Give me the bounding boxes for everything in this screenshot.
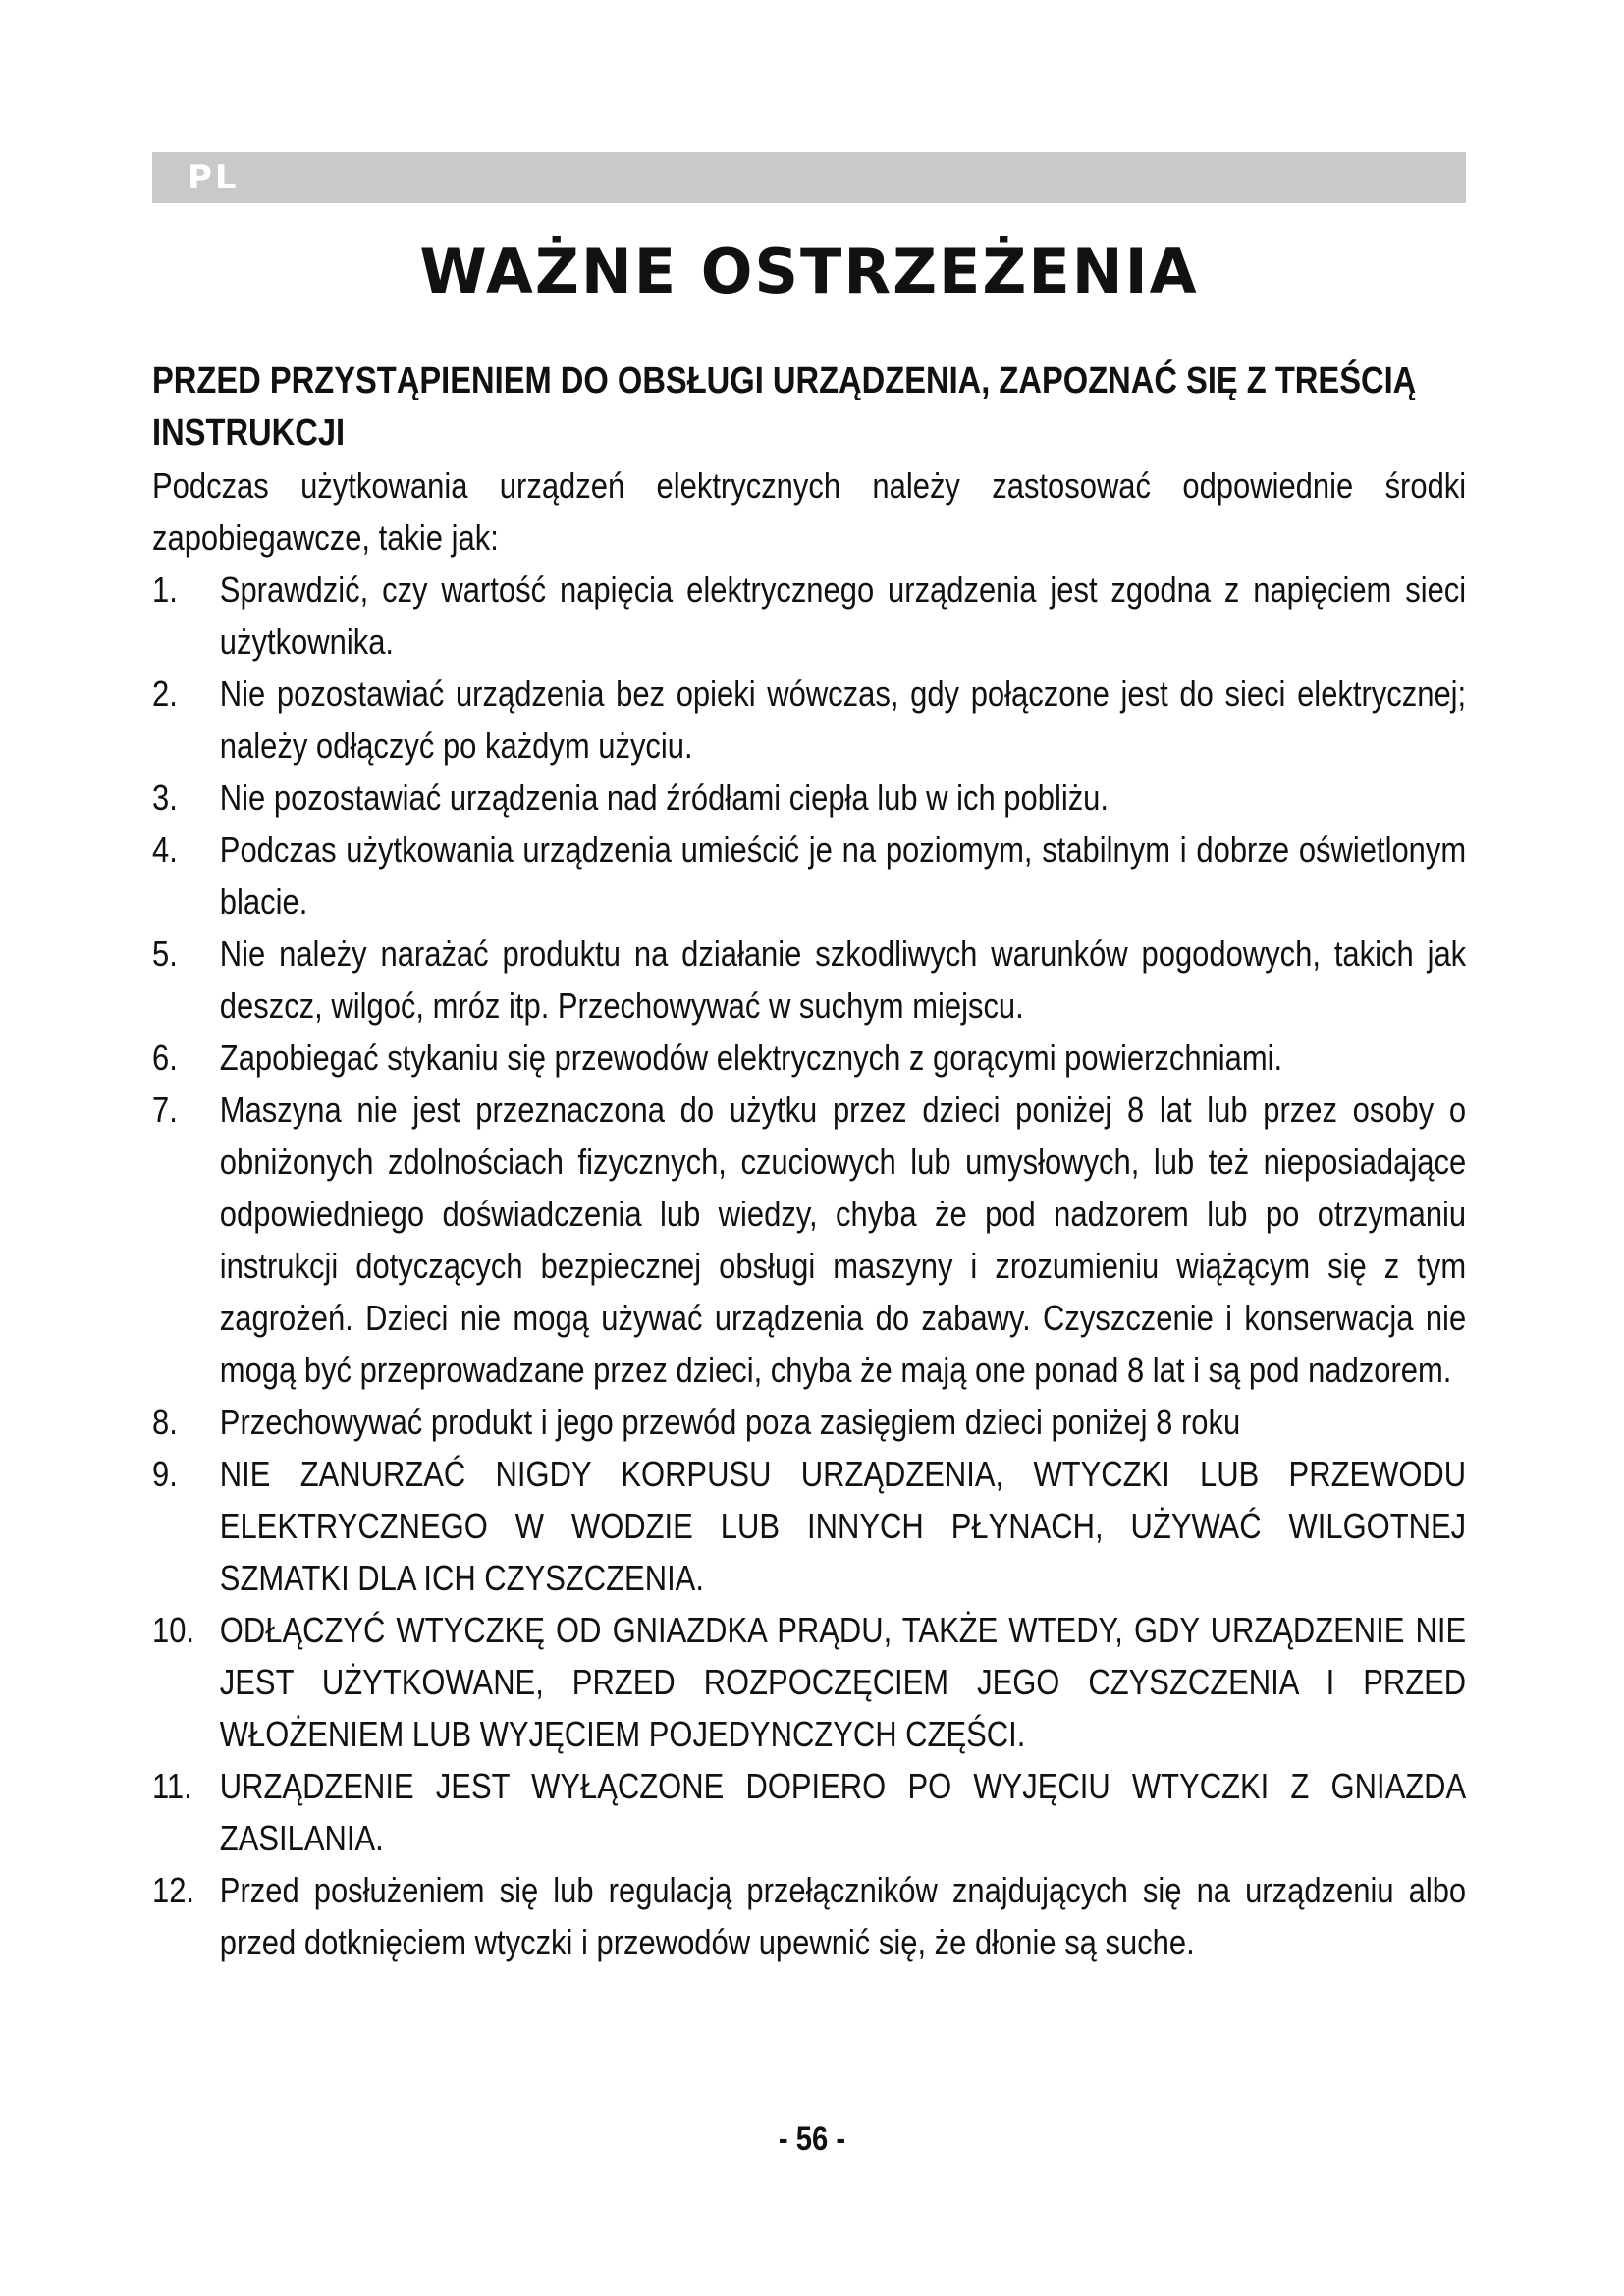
intro-paragraph: Podczas użytkowania urządzeń elektrycznych należy zastosować odpowiednie środki zapobiegawcze, takie jak: [152,465,1467,558]
list-item [152,772,1466,824]
list-item-text: ODŁĄCZYĆ WTYCZKĘ OD GNIAZDKA PRĄDU, TAKŻE WTEDY, GDY URZĄDZENIE NIE JEST UŻYTKOWANE, PRZED ROZPOCZĘCIEM JEGO CZYSZCZENIA I PRZED WŁOŻENIEM LUB WYJĘCIEM POJEDYNCZYCH CZĘŚCI. [219,1610,1467,1754]
list-item-number: 8. [152,1402,178,1442]
list-item-number: 7. [152,1090,178,1130]
list-item [152,1032,1466,1084]
list-item [152,1396,1466,1448]
list-item-number: 10. [152,1610,195,1650]
list-item-number: 3. [152,777,178,818]
list-item-number: 5. [152,934,178,974]
main-content [152,355,1466,1968]
list-item [152,824,1466,928]
list-item-text: URZĄDZENIE JEST WYŁĄCZONE DOPIERO PO WYJĘCIU WTYCZKI Z GNIAZDA ZASILANIA. [219,1766,1467,1858]
list-item-text: Sprawdzić, czy wartość napięcia elektrycznego urządzenia jest zgodna z napięciem sieci użytkownika. [219,569,1467,662]
language-bar [152,152,1466,203]
list-item-text: Nie pozostawiać urządzenia bez opieki wówczas, gdy połączone jest do sieci elektrycznej; należy odłączyć po każdym użyciu. [219,673,1467,766]
page-title: WAŻNE OSTRZEŻENIA [419,236,1199,307]
list-item [152,1864,1466,1968]
list-item-text: Przechowywać produkt i jego przewód poza zasięgiem dzieci poniżej 8 roku [219,1402,1241,1442]
list-item-text: NIE ZANURZAĆ NIGDY KORPUSU URZĄDZENIA, WTYCZKI LUB PRZEWODU ELEKTRYCZNEGO W WODZIE LUB INNYCH PŁYNACH, UŻYWAĆ WILGOTNEJ SZMATKI DLA ICH CZYSZCZENIA. [219,1454,1467,1598]
list-item [152,667,1466,772]
list-item-number: 6. [152,1038,178,1078]
list-item-text: Nie pozostawiać urządzenia nad źródłami ciepła lub w ich pobliżu. [219,777,1110,818]
list-item [152,928,1466,1032]
list-item-text: Maszyna nie jest przeznaczona do użytku przez dzieci poniżej 8 lat lub przez osoby o obniżonych zdolnościach fizycznych, czuciowych lub umysłowych, lub też nieposiadające odpowiedniego doświadczenia lub wiedzy, chyba że pod nadzorem lub po otrzymaniu instrukcji dotyczących bezpiecznej obsługi maszyny i zrozumieniu wiążącym się z tym zagrożeń. Dzieci nie mogą używać urządzenia do zabawy. Czyszczenie i konserwacja nie mogą być przeprowadzane przez dzieci, chyba że mają one ponad 8 lat i są pod nadzorem. [219,1090,1467,1390]
page-number: - 56 - [778,2120,846,2158]
list-item-number: 2. [152,673,178,714]
list-item-number: 1. [152,569,178,610]
list-item-text: Nie należy narażać produktu na działanie szkodliwych warunków pogodowych, takich jak deszcz, wilgoć, mróz itp. Przechowywać w suchym miejscu. [219,934,1467,1026]
list-item [152,1760,1466,1864]
warning-list [152,563,1466,1968]
list-item-number: 11. [152,1766,192,1806]
list-item-number: 9. [152,1454,178,1494]
list-item [152,1084,1466,1396]
list-item [152,1448,1466,1604]
list-item-text: Zapobiegać stykaniu się przewodów elektrycznych z gorącymi powierzchniami. [219,1038,1283,1078]
list-item-text: Podczas użytkowania urządzenia umieścić je na poziomym, stabilnym i dobrze oświetlonym blacie. [219,829,1467,922]
section-subtitle: PRZED PRZYSTĄPIENIEM DO OBSŁUGI URZĄDZENIA, ZAPOZNAĆ SIĘ Z TREŚCIĄ INSTRUKCJI [152,360,1417,454]
list-item [152,1604,1466,1760]
list-item-text: Przed posłużeniem się lub regulacją przełączników znajdujących się na urządzeniu albo przed dotknięciem wtyczki i przewodów upewnić się, że dłonie są suche. [219,1870,1467,1962]
list-item-number: 4. [152,829,178,870]
language-code: PL [188,158,240,197]
list-item-number: 12. [152,1870,195,1910]
list-item [152,563,1466,667]
